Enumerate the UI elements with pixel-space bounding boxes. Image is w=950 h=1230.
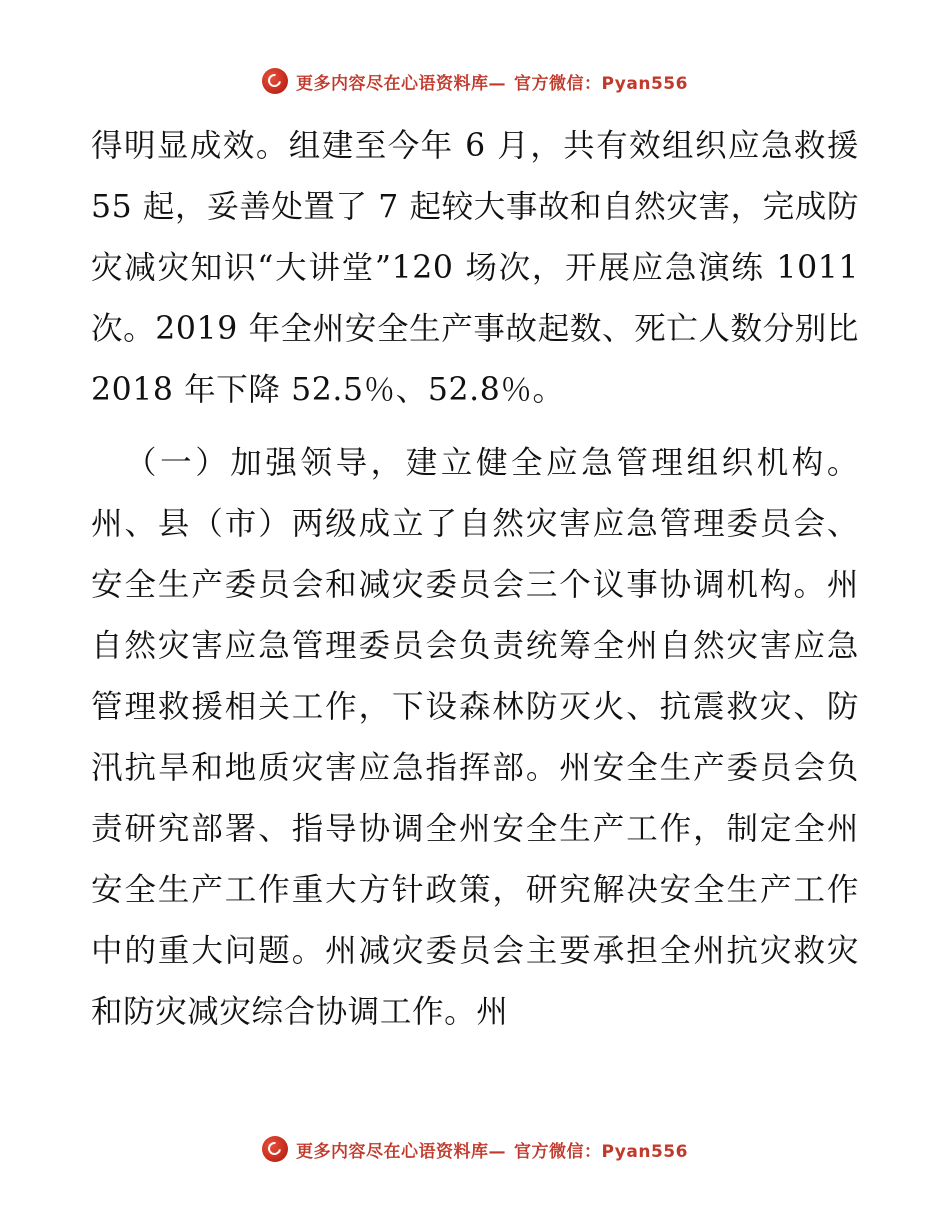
paragraph-2: （一）加强领导，建立健全应急管理组织机构。州、县（市）两级成立了自然灾害应急管理委员会、安全生产委员会和减灾委员会三个议事协调机构。州自然灾害应急管理委员会负责统筹全州自然灾害应急管理救援相关工作，下设森林防灭火、抗震救灾、防汛抗旱和地质灾害应急指挥部。州安全生产委员会负责研究部署、指导协调全州安全生产工作，制定全州安全生产工作重大方针政策，研究解决安全生产工作中的重大问题。州减灾委员会主要承担全州抗灾救灾和防灾减灾综合协调工作。州: [91, 445, 859, 1030]
watermark-bottom: [0, 1136, 950, 1162]
circle-swirl-logo-icon: [262, 1136, 288, 1162]
document-body: [91, 94, 859, 1043]
paragraph-1: 得明显成效。组建至今年 6 月，共有效组织应急救援 55 起，妥善处置了 7 起较大事故和自然灾害，完成防灾减灾知识“大讲堂”120 场次，开展应急演练 1011 次。2019 年全州安全生产事故起数、死亡人数分别比 2018 年下降 52.5％、52.8％。: [91, 128, 859, 408]
watermark-top-contact: 官方微信：Pyan556: [514, 73, 688, 94]
watermark-top-text: 更多内容尽在心语资料库—: [296, 73, 507, 94]
watermark-bottom-contact: 官方微信：Pyan556: [514, 1141, 688, 1162]
watermark-top: [0, 68, 950, 94]
circle-swirl-logo-icon: [262, 68, 288, 94]
watermark-bottom-text: 更多内容尽在心语资料库—: [296, 1141, 507, 1162]
